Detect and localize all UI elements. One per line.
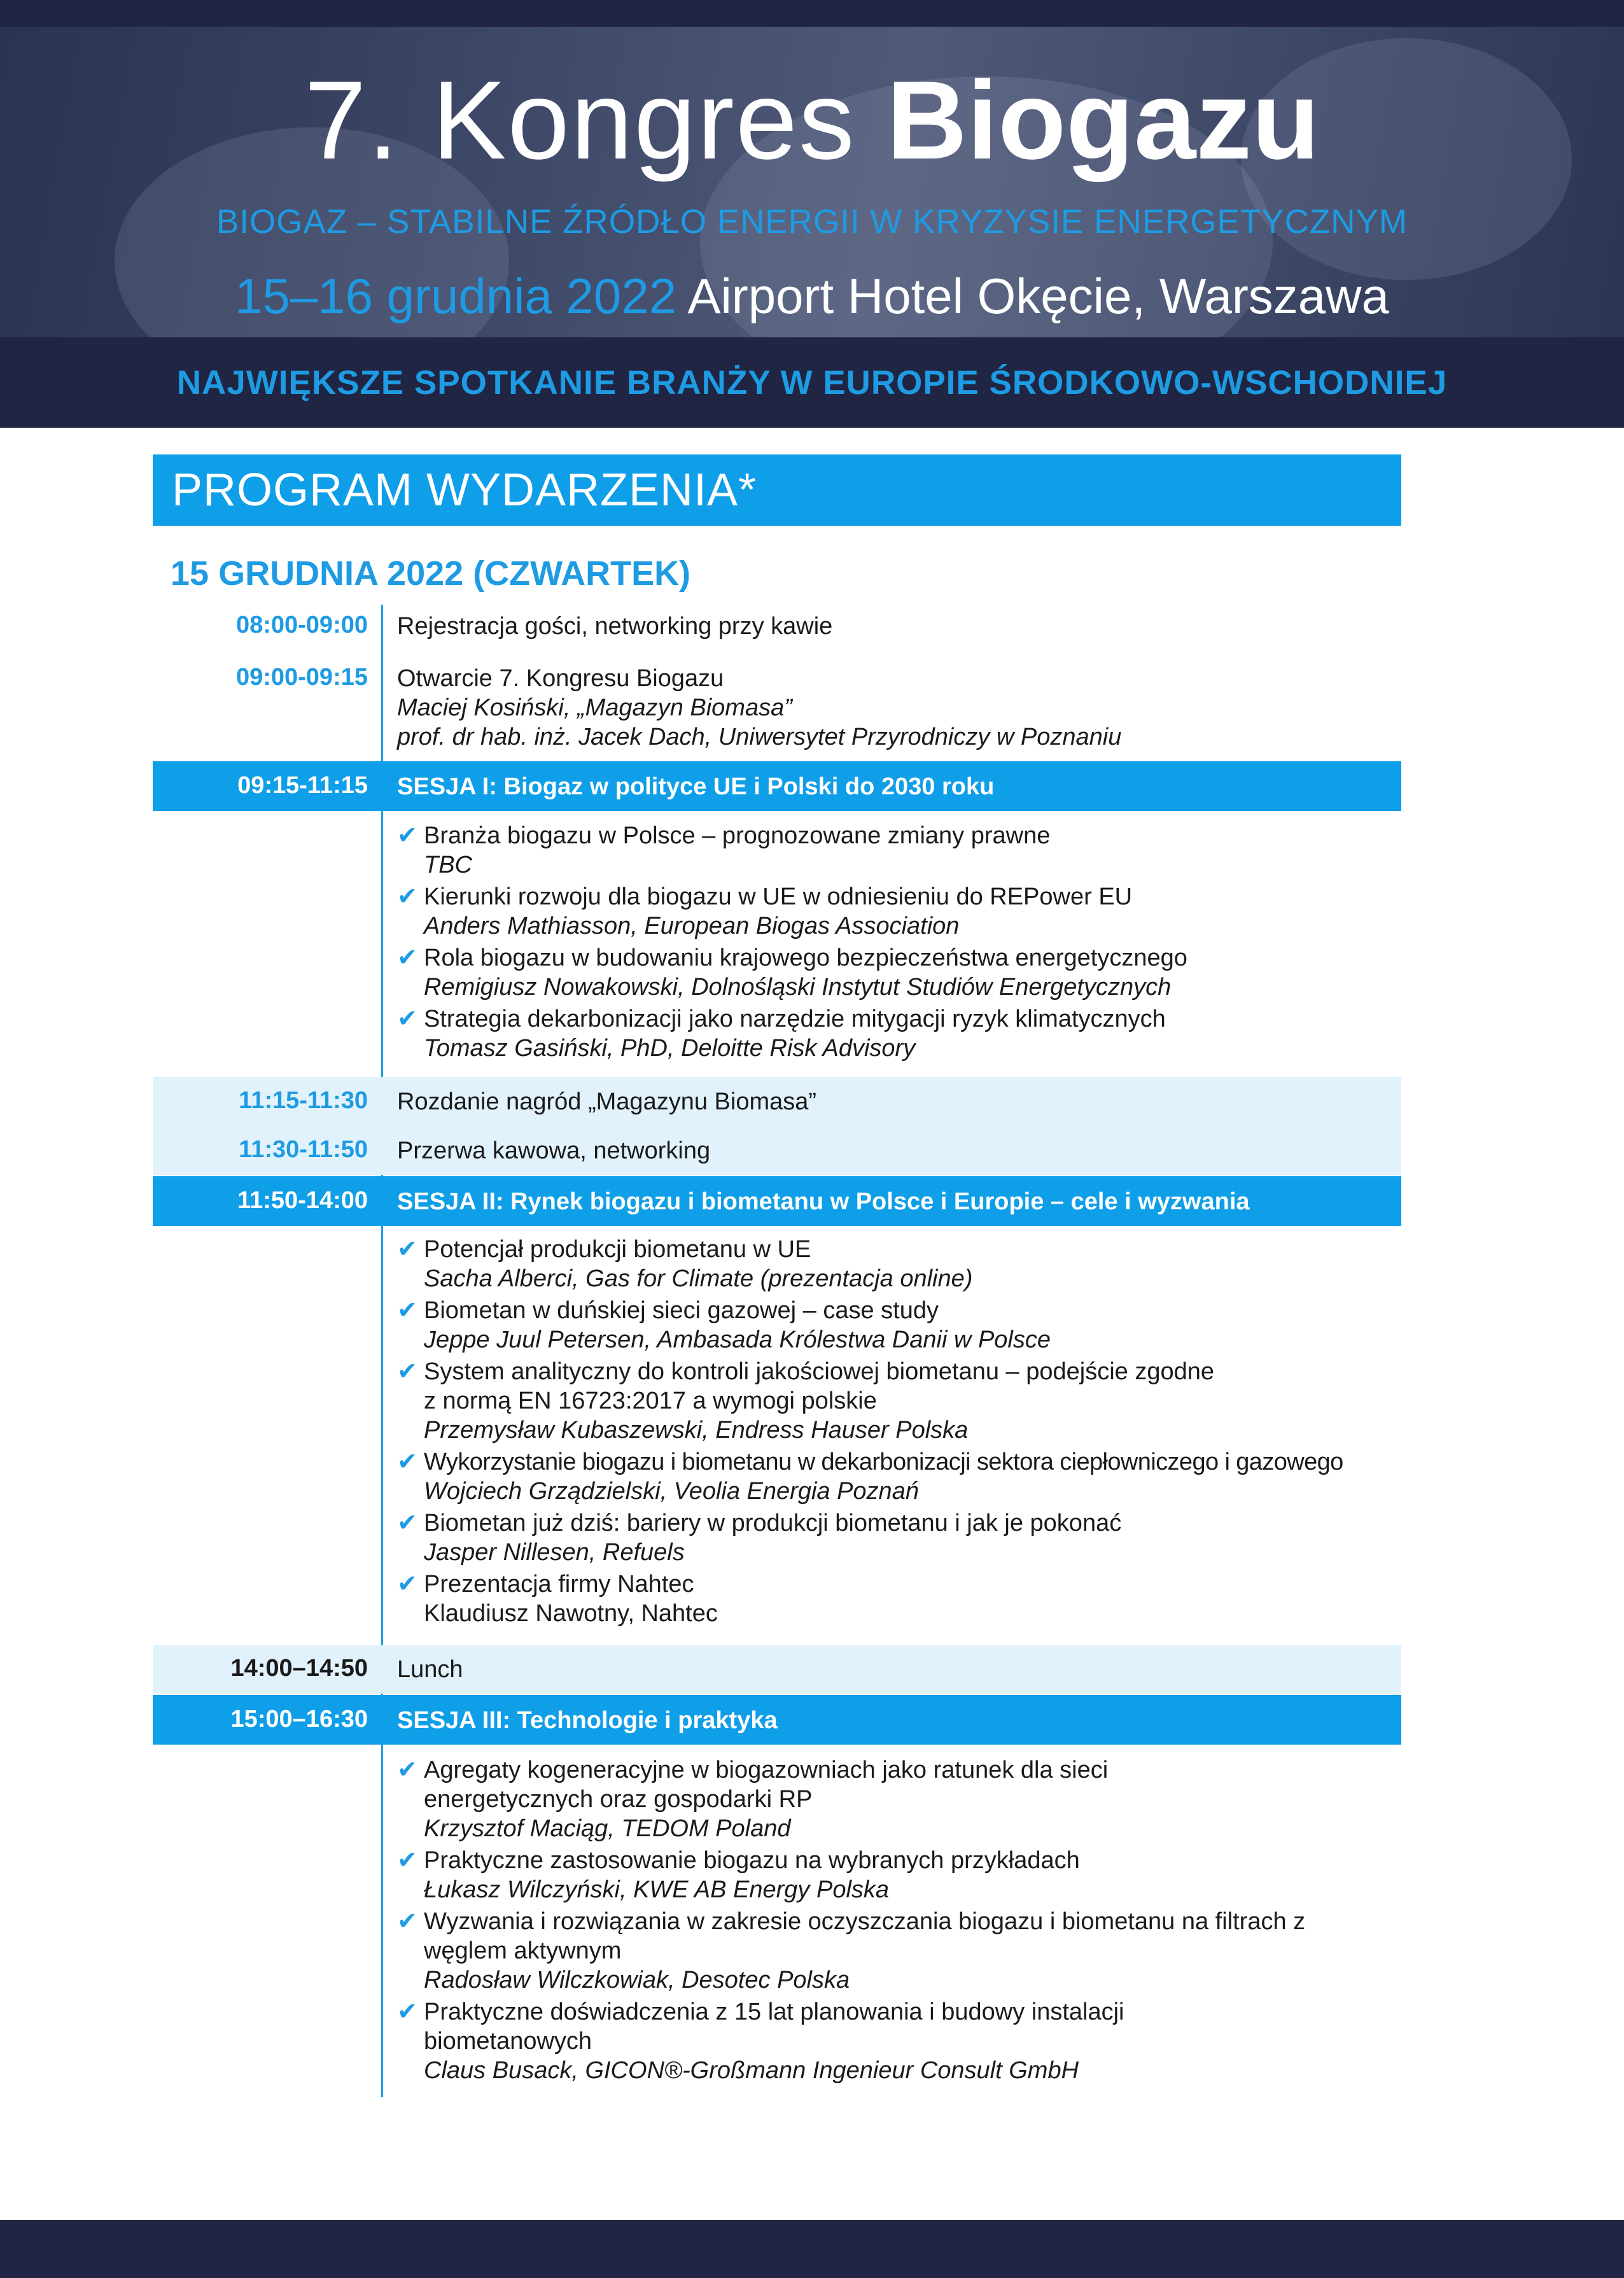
item-speaker: Anders Mathiasson, European Biogas Association bbox=[424, 913, 960, 939]
item-title: Biometan już dziś: bariery w produkcji biometanu i jak je pokonać bbox=[424, 1510, 1122, 1536]
item-title: Wyzwania i rozwiązania w zakresie oczyszczania biogazu i biometanu na filtrach z bbox=[424, 1908, 1306, 1935]
item-title: Biometan w duńskiej sieci gazowej – case study bbox=[424, 1297, 939, 1324]
agenda-item bbox=[397, 1004, 1403, 1063]
event-date-place: 15–16 grudnia 2022 Airport Hotel Okęcie, Warszawa bbox=[235, 268, 1389, 324]
check-icon: ✔ bbox=[397, 1006, 417, 1032]
hero-top-strip bbox=[0, 0, 1624, 27]
check-icon: ✔ bbox=[397, 1757, 417, 1783]
item-title: Strategia dekarbonizacji jako narzędzie mitygacji ryzyk klimatycznych bbox=[424, 1006, 1166, 1032]
check-icon: ✔ bbox=[397, 1847, 417, 1874]
session-time: 11:50-14:00 bbox=[237, 1187, 368, 1214]
item-title-continued: z normą EN 16723:2017 a wymogi polskie bbox=[424, 1388, 877, 1414]
item-title: Branża biogazu w Polsce – prognozowane zmiany prawne bbox=[424, 822, 1051, 849]
check-icon: ✔ bbox=[397, 822, 417, 849]
agenda-time: 09:00-09:15 bbox=[235, 664, 368, 691]
item-title: Wykorzystanie biogazu i biometanu w dekarbonizacji sektora ciepłowniczego i gazowego bbox=[424, 1449, 1343, 1475]
agenda-speaker: prof. dr hab. inż. Jacek Dach, Uniwersytet Przyrodniczy w Poznaniu bbox=[397, 724, 1122, 750]
session-row bbox=[153, 761, 1401, 811]
timeline-divider bbox=[381, 605, 383, 2097]
agenda-text: Przerwa kawowa, networking bbox=[397, 1137, 711, 1164]
agenda-item bbox=[397, 943, 1403, 1002]
agenda-time: 11:15-11:30 bbox=[239, 1087, 368, 1114]
check-icon: ✔ bbox=[397, 945, 417, 971]
check-icon: ✔ bbox=[397, 1449, 417, 1475]
event-title: 7. Kongres Biogazu bbox=[304, 59, 1320, 183]
tagline: NAJWIĘKSZE SPOTKANIE BRANŻY W EUROPIE ŚRODKOWO-WSCHODNIEJ bbox=[176, 363, 1448, 402]
check-icon: ✔ bbox=[397, 1358, 417, 1385]
session-title: SESJA III: Technologie i praktyka bbox=[397, 1707, 778, 1734]
item-title-continued: biometanowych bbox=[424, 2028, 592, 2055]
agenda-text: Lunch bbox=[397, 1656, 463, 1683]
agenda-time: 08:00-09:00 bbox=[235, 612, 368, 638]
item-title: Prezentacja firmy Nahtec bbox=[424, 1571, 694, 1598]
check-icon: ✔ bbox=[397, 1999, 417, 2025]
item-title-continued: energetycznych oraz gospodarki RP bbox=[424, 1786, 813, 1813]
session-time: 15:00–16:30 bbox=[230, 1706, 368, 1733]
check-icon: ✔ bbox=[397, 1236, 417, 1263]
item-title: Kierunki rozwoju dla biogazu w UE w odniesieniu do REPower EU bbox=[424, 883, 1133, 910]
agenda-time: 11:30-11:50 bbox=[239, 1136, 368, 1163]
hero-banner bbox=[0, 0, 1624, 337]
item-speaker: Krzysztof Maciąg, TEDOM Poland bbox=[424, 1815, 791, 1842]
item-speaker: Łukasz Wilczyński, KWE AB Energy Polska bbox=[424, 1876, 890, 1903]
session-time: 09:15-11:15 bbox=[237, 772, 368, 799]
agenda-row bbox=[153, 1126, 1401, 1175]
agenda-time: 14:00–14:50 bbox=[230, 1655, 368, 1682]
program-heading: PROGRAM WYDARZENIA* bbox=[172, 465, 757, 516]
item-speaker: Jasper Nillesen, Refuels bbox=[424, 1539, 685, 1566]
agenda-item bbox=[397, 1846, 1403, 1904]
agenda-item bbox=[397, 1296, 1403, 1354]
item-speaker: Jeppe Juul Petersen, Ambasada Królestwa Danii w Polsce bbox=[424, 1326, 1051, 1353]
item-title: Praktyczne doświadczenia z 15 lat planowania i budowy instalacji bbox=[424, 1999, 1124, 2025]
session-items bbox=[397, 1755, 1403, 2088]
agenda-item bbox=[397, 1235, 1403, 1293]
session-row bbox=[153, 1176, 1401, 1226]
item-speaker: Tomasz Gasiński, PhD, Deloitte Risk Advisory bbox=[424, 1035, 916, 1062]
agenda-item bbox=[397, 821, 1403, 880]
item-speaker: Klaudiusz Nawotny, Nahtec bbox=[424, 1600, 718, 1627]
item-title: Praktyczne zastosowanie biogazu na wybranych przykładach bbox=[424, 1847, 1080, 1874]
session-row bbox=[153, 1695, 1401, 1745]
session-items bbox=[397, 821, 1403, 1065]
item-speaker: Wojciech Grządzielski, Veolia Energia Poznań bbox=[424, 1478, 919, 1505]
agenda-text: Rejestracja gości, networking przy kawie bbox=[397, 613, 833, 640]
session-items bbox=[397, 1235, 1403, 1631]
agenda-row bbox=[153, 1077, 1401, 1126]
session-title: SESJA I: Biogaz w polityce UE i Polski do 2030 roku bbox=[397, 773, 995, 800]
agenda-item bbox=[397, 1907, 1403, 1995]
item-speaker: Sacha Alberci, Gas for Climate (prezentacja online) bbox=[424, 1265, 973, 1292]
agenda-opening bbox=[397, 664, 1396, 752]
item-speaker: Claus Busack, GICON®-Großmann Ingenieur Consult GmbH bbox=[424, 2057, 1079, 2084]
agenda-speaker: Maciej Kosiński, „Magazyn Biomasa” bbox=[397, 694, 792, 721]
item-speaker: TBC bbox=[424, 852, 472, 878]
check-icon: ✔ bbox=[397, 1297, 417, 1324]
item-title-continued: węglem aktywnym bbox=[424, 1937, 622, 1964]
event-subtitle: BIOGAZ – STABILNE ŹRÓDŁO ENERGII W KRYZYSIE ENERGETYCZNYM bbox=[216, 203, 1408, 241]
check-icon: ✔ bbox=[397, 1908, 417, 1935]
item-speaker: Remigiusz Nowakowski, Dolnośląski Instytut Studiów Energetycznych bbox=[424, 974, 1172, 1001]
agenda-text: Otwarcie 7. Kongresu Biogazu bbox=[397, 665, 724, 692]
agenda-item bbox=[397, 1508, 1403, 1567]
item-speaker: Radosław Wilczkowiak, Desotec Polska bbox=[424, 1967, 850, 1993]
agenda-text: Rozdanie nagród „Magazynu Biomasa” bbox=[397, 1088, 817, 1115]
agenda-row bbox=[153, 608, 1401, 646]
item-speaker: Przemysław Kubaszewski, Endress Hauser Polska bbox=[424, 1417, 969, 1444]
agenda-item bbox=[397, 1997, 1403, 2085]
item-title: System analityczny do kontroli jakościowej biometanu – podejście zgodne bbox=[424, 1358, 1215, 1385]
footer-bar bbox=[0, 2220, 1624, 2278]
item-title: Rola biogazu w budowaniu krajowego bezpieczeństwa energetycznego bbox=[424, 945, 1187, 971]
agenda-item bbox=[397, 1447, 1403, 1506]
item-title: Potencjał produkcji biometanu w UE bbox=[424, 1236, 811, 1263]
tagline-bar bbox=[0, 337, 1624, 428]
program-heading-bar bbox=[153, 454, 1401, 526]
agenda-row bbox=[153, 1645, 1401, 1694]
check-icon: ✔ bbox=[397, 1571, 417, 1598]
check-icon: ✔ bbox=[397, 883, 417, 910]
session-title: SESJA II: Rynek biogazu i biometanu w Polsce i Europie – cele i wyzwania bbox=[397, 1188, 1250, 1215]
agenda-item bbox=[397, 1755, 1403, 1843]
day-title: 15 GRUDNIA 2022 (CZWARTEK) bbox=[171, 554, 691, 593]
check-icon: ✔ bbox=[397, 1510, 417, 1536]
agenda-item bbox=[397, 1357, 1403, 1445]
item-title: Agregaty kogeneracyjne w biogazowniach jako ratunek dla sieci bbox=[424, 1757, 1109, 1783]
agenda-item bbox=[397, 882, 1403, 941]
agenda-row bbox=[153, 662, 1401, 757]
agenda-item bbox=[397, 1570, 1403, 1628]
